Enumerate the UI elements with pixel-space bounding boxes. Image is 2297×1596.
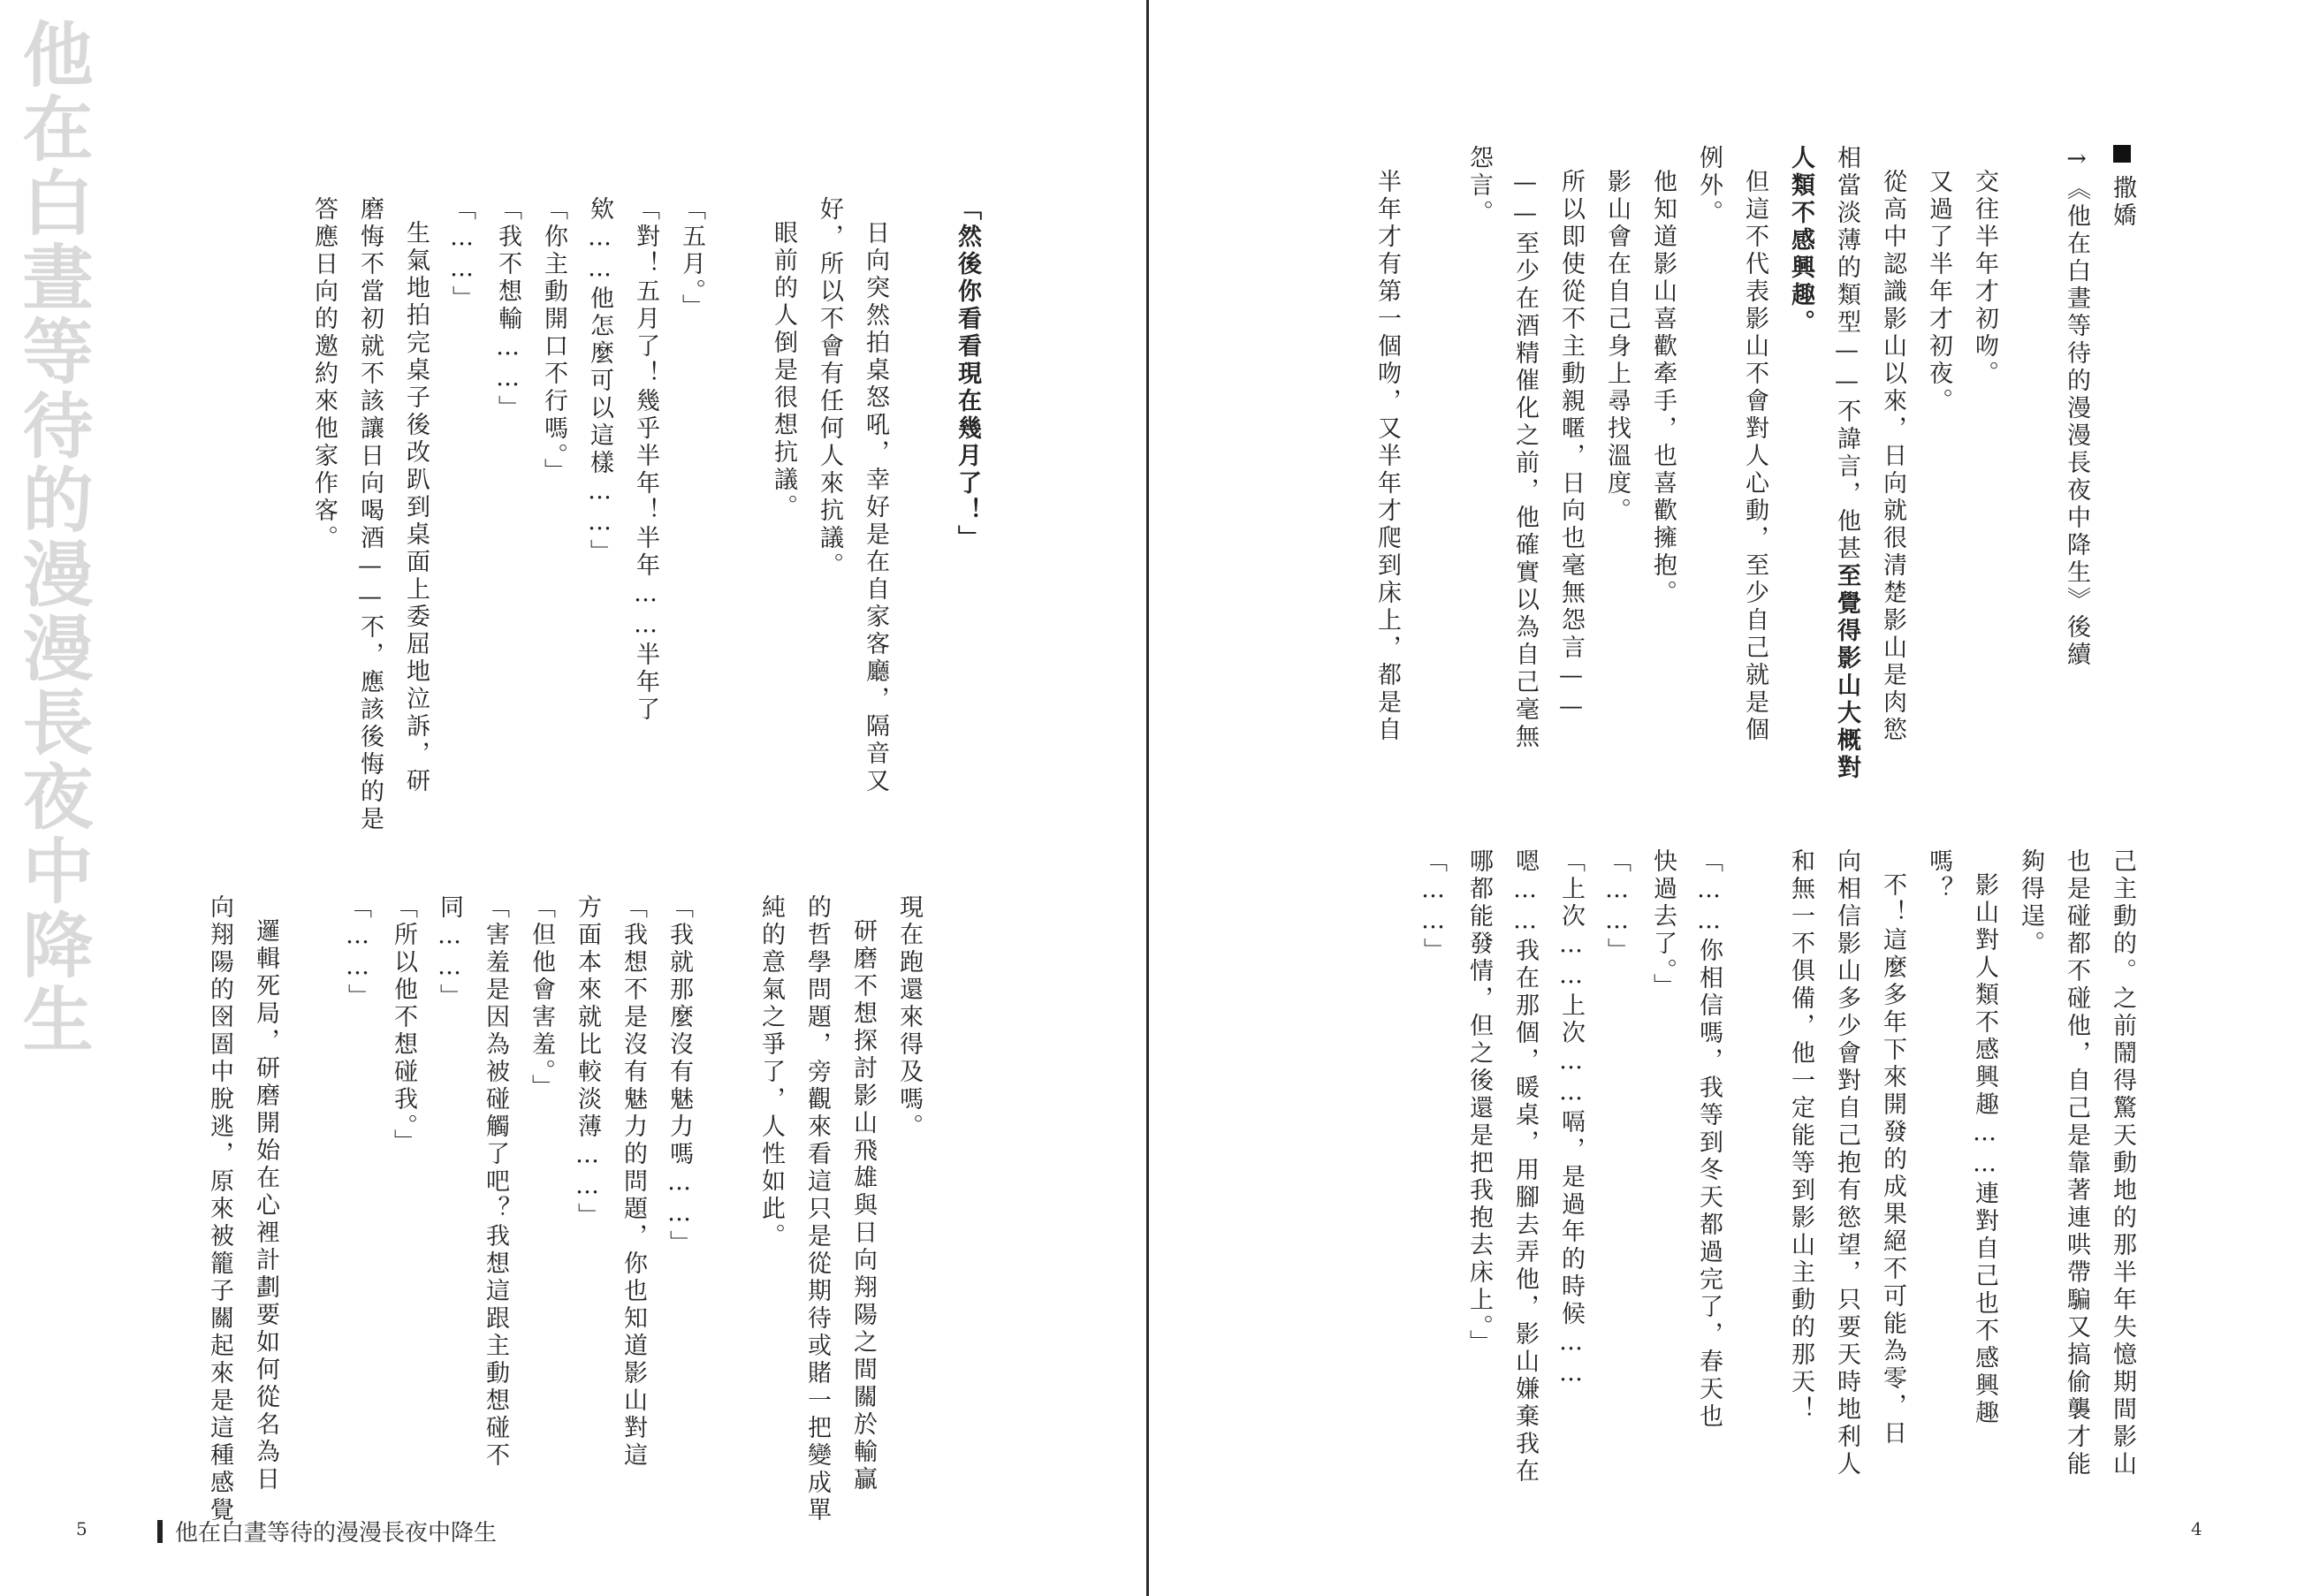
text-line: 「我不想輸……」 bbox=[494, 196, 521, 422]
text-line: 「你主動開口不行嗎。」 bbox=[540, 196, 567, 486]
text-line: ——至少在酒精催化之前，他確實以為自己毫無 bbox=[1511, 169, 1539, 751]
text-line: 嗯……我在那個，暖桌，用腳去弄他，影山嫌棄我在 bbox=[1511, 848, 1539, 1486]
text-line: 「然後你看看現在幾月了！」 bbox=[954, 196, 981, 552]
section-heading: 撒嬌 bbox=[2109, 175, 2136, 230]
text-line: 人類不感興趣。 bbox=[1787, 145, 1814, 337]
text-line: 己主動的。之前鬧得驚天動地的那半年失憶期間影山 bbox=[2109, 848, 2136, 1478]
text-line: 怨言。 bbox=[1465, 145, 1493, 227]
right-page bbox=[1152, 0, 2297, 1596]
text-line: 生氣地拍完桌子後改趴到桌面上委屈地泣訴，研 bbox=[402, 220, 430, 795]
text-line: 純的意氣之爭了，人性如此。 bbox=[757, 894, 785, 1250]
text-line: 嗎？ bbox=[1925, 848, 1952, 903]
text-line: 日向突然拍桌怒吼，幸好是在自家客廳，隔音又 bbox=[862, 220, 889, 795]
text-line: 「我想不是沒有魅力的問題，你也知道影山對這 bbox=[620, 894, 647, 1470]
section-square-icon bbox=[2113, 145, 2131, 163]
text-line: 「害羞是因為被碰觸了吧？我想這跟主動想碰不 bbox=[482, 894, 509, 1470]
right-page-bottom-text-block bbox=[1410, 848, 2145, 1486]
text-line: 好，所以不會有任何人來抗議。 bbox=[816, 196, 843, 580]
left-page-bottom-text-block bbox=[196, 894, 932, 1524]
text-line: 方面本來就比較淡薄……」 bbox=[574, 894, 601, 1230]
text-line: 所以即使從不主動親暱，日向也毫無怨言—— bbox=[1557, 169, 1585, 724]
text-line: 但這不代表影山不會對人心動，至少自己就是個 bbox=[1741, 169, 1768, 744]
page-number: 4 bbox=[2191, 1518, 2202, 1539]
text-line: 「所以他不想碰我。」 bbox=[390, 894, 417, 1157]
text-line: 的哲學問題，旁觀來看這只是從期待或賭一把變成單 bbox=[803, 894, 831, 1524]
left-page bbox=[0, 0, 1145, 1596]
text-line: 「……」 bbox=[1419, 848, 1447, 965]
text-line: 從高中認識影山以來，日向就很清楚影山是肉慾 bbox=[1879, 169, 1906, 744]
running-title-bar bbox=[157, 1520, 163, 1543]
text-line: 現在跑還來得及嗎。 bbox=[895, 894, 923, 1141]
text-line: 磨悔不當初就不該讓日向喝酒——不，應該後悔的是 bbox=[356, 196, 384, 833]
text-line bbox=[1823, 145, 1869, 782]
text-line: 研磨不想探討影山飛雄與日向翔陽之間關於輸贏 bbox=[849, 918, 877, 1493]
text-line: 向翔陽的囹圄中脫逃，原來被籠子關起來是這種感覺 bbox=[206, 894, 233, 1524]
text-line: 快過去了。」 bbox=[1649, 848, 1677, 1001]
bold-text-segment: 至覺得影山大概對 bbox=[1833, 563, 1860, 782]
text-line bbox=[2099, 145, 2145, 782]
text-line: 向相信影山多少會對自己抱有慾望，只要天時地利人 bbox=[1833, 848, 1860, 1478]
text-line: 答應日向的邀約來他家作客。 bbox=[310, 196, 338, 552]
text-line: 「五月。」 bbox=[678, 196, 705, 322]
running-title bbox=[157, 1515, 497, 1547]
text-segment: 相當淡薄的類型——不諱言，他甚 bbox=[1833, 145, 1860, 563]
text-line: 欸……他怎麼可以這樣……」 bbox=[586, 196, 613, 566]
text-line: →《他在白晝等待的漫漫長夜中降生》後續 bbox=[2063, 145, 2090, 669]
text-line: 不！這麼多年下來開發的成果絕不可能為零，日 bbox=[1879, 872, 1906, 1448]
text-line: 交往半年才初吻。 bbox=[1971, 169, 1998, 388]
text-line: 影山會在自己身上尋找溫度。 bbox=[1603, 169, 1631, 525]
text-line: 同……」 bbox=[436, 894, 463, 1011]
text-line: 「……」 bbox=[448, 196, 475, 313]
text-line: 影山對人類不感興趣……連對自己也不感興趣 bbox=[1971, 872, 1998, 1427]
text-line: 他知道影山喜歡牽手，也喜歡擁抱。 bbox=[1649, 169, 1677, 607]
right-page-top-text-block bbox=[1364, 145, 2145, 782]
text-line: 「但他會害羞。」 bbox=[528, 894, 555, 1102]
page-number: 5 bbox=[76, 1518, 87, 1539]
text-line: 例外。 bbox=[1695, 145, 1723, 227]
text-line: 「……」 bbox=[1603, 848, 1631, 965]
text-line: 也是碰都不碰他，自己是靠著連哄帶騙又搞偷襲才能 bbox=[2063, 848, 2090, 1478]
text-line: 又過了半年才初夜。 bbox=[1925, 169, 1952, 415]
text-line: 哪都能發情，但之後還是把我抱去床上。」 bbox=[1465, 848, 1493, 1357]
text-line: 眼前的人倒是很想抗議。 bbox=[770, 220, 797, 521]
text-line: 半年才有第一個吻，又半年才爬到床上，都是自 bbox=[1373, 169, 1401, 744]
text-line: 「我就那麼沒有魅力嗎……」 bbox=[666, 894, 693, 1258]
decorative-book-title: 他在白晝等待的漫漫長夜中降生 bbox=[11, 18, 93, 1057]
text-line: 「上次……上次……嗝，是過年的時候…… bbox=[1557, 848, 1585, 1390]
text-line: 和無一不俱備，他一定能等到影山主動的那天！ bbox=[1787, 848, 1814, 1424]
text-line: 「……」 bbox=[344, 894, 371, 1011]
running-title-text: 他在白晝等待的漫漫長夜中降生 bbox=[175, 1520, 498, 1547]
text-line: 「對！五月了！幾乎半年！半年……半年了 bbox=[632, 196, 659, 724]
text-line: 邏輯死局，研磨開始在心裡計劃要如何從名為日 bbox=[252, 918, 279, 1493]
page-gutter-divider bbox=[1146, 0, 1149, 1596]
text-line: 「……你相信嗎，我等到冬天都過完了，春天也 bbox=[1695, 848, 1723, 1431]
text-line: 夠得逞。 bbox=[2017, 848, 2044, 958]
left-page-top-text-block bbox=[300, 196, 990, 833]
